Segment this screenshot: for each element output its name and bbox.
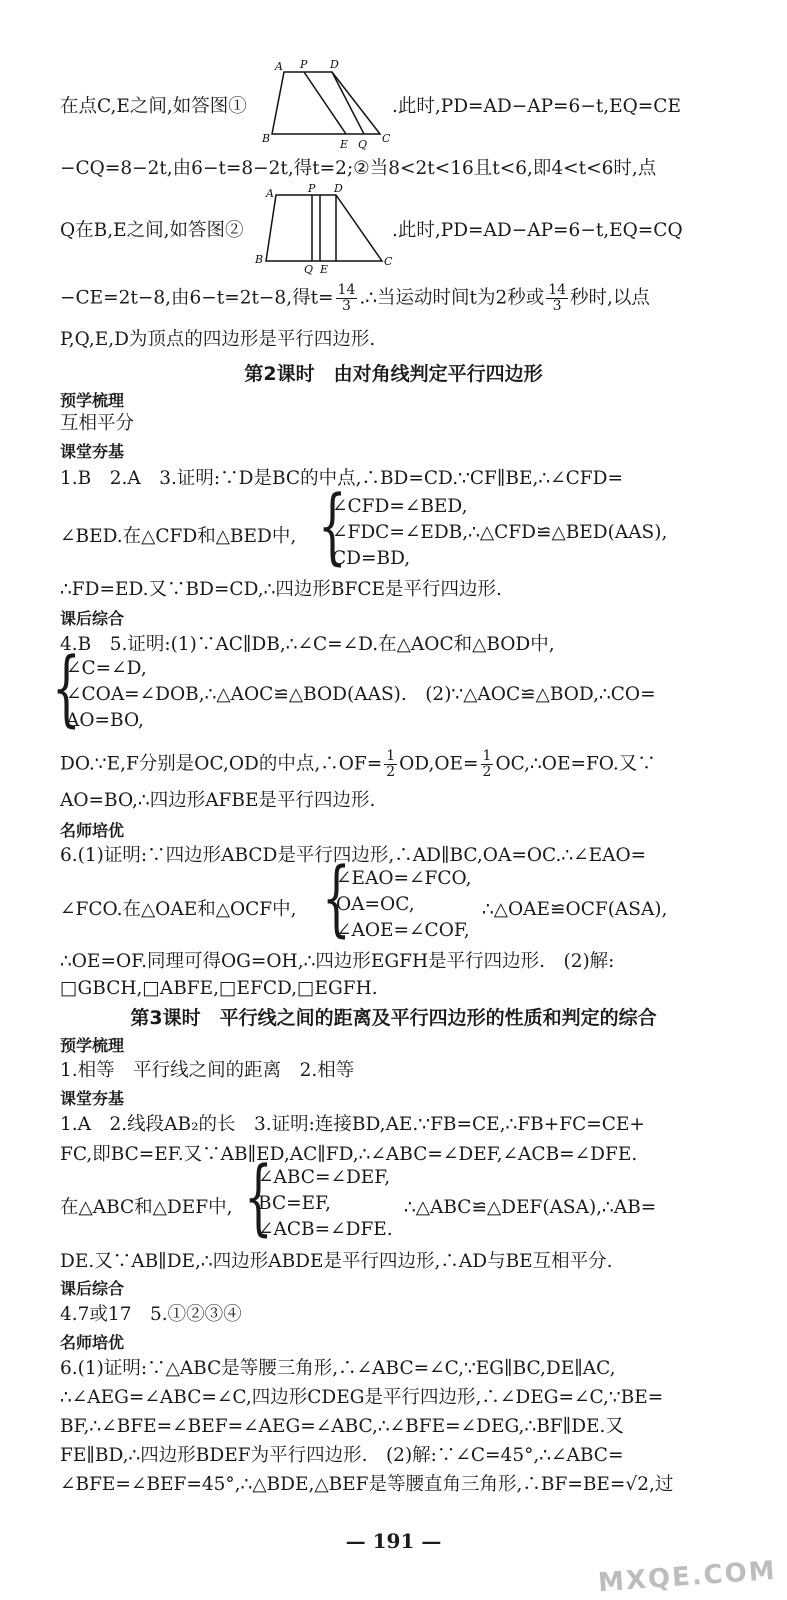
brace-icon: {	[322, 851, 351, 946]
section-heading: 课后综合	[60, 609, 125, 628]
text-line: ∴△ABC≌△DEF(ASA),∴AB=	[404, 1197, 657, 1218]
text-run: .此时,PD=AD−AP=6−t,EQ=CE	[392, 96, 681, 117]
text-line: 互相平分	[60, 413, 135, 434]
text-run: 在点C,E之间,如答图①	[60, 96, 247, 117]
text-line: ∠FCO.在△OAE和△OCF中,	[60, 899, 297, 920]
text-run: OD,OE=	[399, 753, 479, 775]
text-run: 秒时,以点	[570, 287, 650, 309]
brace-line: ∠COA=∠DOB,∴△AOC≌△BOD(AAS). (2)∵△AOC≌△BOD,∴CO=	[66, 684, 656, 705]
label-C: C	[384, 255, 393, 268]
section-heading: 名师培优	[60, 1333, 125, 1352]
brace-line: ∠CFD=∠BED,	[332, 496, 468, 517]
figure-2	[254, 183, 394, 275]
text-line: FC,即BC=EF.又∵AB∥ED,AC∥FD,∴∠ABC=∠DEF,∠ACB=∠DFE.	[60, 1144, 638, 1165]
brace-line: CD=BD,	[332, 548, 411, 569]
fraction-14-3: $\frac{14}{3}$	[548, 282, 567, 314]
figure-1	[262, 58, 394, 150]
text-run: OC,∴OE=FO.又∵	[495, 753, 656, 775]
text-run: .∴当运动时间t为2秒或	[359, 287, 545, 309]
text-line	[60, 749, 720, 780]
brace-line: AO=BO,	[66, 710, 144, 731]
brace-line: ∠C=∠D,	[66, 658, 147, 679]
text-run: Q在B,E之间,如答图②	[60, 220, 244, 241]
text-line	[60, 283, 720, 314]
text-line: 4.7或17 5.①②③④	[60, 1304, 242, 1325]
label-Q: Q	[358, 138, 368, 150]
text-line: 1.相等 平行线之间的距离 2.相等	[60, 1060, 355, 1081]
text-line: ∴∠AEG=∠ABC=∠C,四边形CDEG是平行四边形,∴∠DEG=∠C,∵BE=	[60, 1387, 664, 1408]
brace-group	[322, 851, 472, 946]
text-line: 1.B 2.A 3.证明:∵D是BC的中点,∴BD=CD.∵CF∥BE,∴∠CFD=	[60, 468, 623, 489]
text-run: −CQ=8−2t,由6−t=8−2t,得t=2;②当8<2t<16且t<6,即4<t<6时,点	[60, 158, 657, 179]
brace-line: ∠ACB=∠DFE.	[258, 1219, 393, 1240]
label-P: P	[300, 58, 308, 71]
text-line	[392, 219, 722, 243]
text-line: BF,∴∠BFE=∠BEF=∠AEG=∠ABC,∴∠BFE=∠DEG,∴BF∥DE.又	[60, 1416, 624, 1437]
label-C: C	[382, 132, 391, 145]
text-run: .此时,PD=AD−AP=6−t,EQ=CQ	[392, 220, 683, 241]
page-number: — 191 —	[345, 1529, 442, 1553]
text-line: AO=BO,∴四边形AFBE是平行四边形.	[60, 790, 376, 811]
section-heading: 课堂夯基	[60, 1089, 125, 1108]
text-line	[60, 328, 720, 352]
label-A: A	[266, 187, 274, 200]
brace-group	[318, 479, 668, 574]
text-line: ∠BFE=∠BEF=45°,∴△BDE,△BEF是等腰直角三角形,∴BF=BE=√2,过	[60, 1474, 674, 1495]
brace-line: ∠FDC=∠EDB,∴△CFD≌△BED(AAS),	[332, 522, 668, 543]
section-heading: 预学梳理	[60, 1036, 125, 1055]
text-line	[60, 157, 720, 181]
text-line: ∠BED.在△CFD和△BED中,	[60, 526, 297, 547]
text-line: DE.又∵AB∥DE,∴四边形ABDE是平行四边形,∴AD与BE互相平分.	[60, 1251, 613, 1272]
brace-line: ∠ABC=∠DEF,	[258, 1167, 391, 1188]
label-E: E	[340, 138, 349, 150]
text-line: FE∥BD,∴四边形BDEF为平行四边形. (2)解:∵∠C=45°,∴∠ABC=	[60, 1445, 624, 1466]
fraction-1-2: $\frac{1}{2}$	[386, 748, 396, 780]
fraction-14-3: $\frac{14}{3}$	[337, 282, 356, 314]
brace-line: BC=EF,	[258, 1193, 331, 1214]
text-run: DO.∵E,F分别是OC,OD的中点,∴OF=	[60, 753, 383, 775]
text-line: ∴△OAE≌OCF(ASA),	[482, 899, 668, 920]
brace-line: OA=OC,	[336, 894, 415, 915]
label-A: A	[275, 60, 283, 73]
brace-icon: {	[52, 641, 81, 736]
label-E: E	[320, 263, 329, 275]
brace-line: ∠EAO=∠FCO,	[336, 868, 472, 889]
text-line: 6.(1)证明:∵四边形ABCD是平行四边形,∴AD∥BC,OA=OC.∴∠EAO=	[60, 845, 647, 866]
text-run: −CE=2t−8,由6−t=2t−8,得t=	[60, 287, 334, 309]
watermark: MXQE.COM	[597, 1555, 778, 1599]
label-P: P	[308, 183, 316, 195]
text-line: 6.(1)证明:∵△ABC是等腰三角形,∴∠ABC=∠C,∵EG∥BC,DE∥AC,	[60, 1358, 616, 1379]
section-heading: 名师培优	[60, 821, 125, 840]
section-heading: 课堂夯基	[60, 442, 125, 461]
section-heading: 课后综合	[60, 1279, 125, 1298]
lesson-title: 第2课时 由对角线判定平行四边形	[244, 363, 543, 385]
text-line: 1.A 2.线段AB₂的长 3.证明:连接BD,AE.∵FB=CE,∴FB+FC=CE+	[60, 1114, 645, 1135]
label-D: D	[330, 58, 339, 71]
label-Q: Q	[304, 263, 314, 275]
text-line: 4.B 5.证明:(1)∵AC∥DB,∴∠C=∠D.在△AOC和△BOD中,	[60, 634, 555, 655]
brace-icon: {	[318, 479, 347, 574]
text-line: ∴FD=ED.又∵BD=CD,∴四边形BFCE是平行四边形.	[60, 579, 502, 600]
label-B: B	[255, 253, 264, 266]
text-line: □GBCH,□ABFE,□EFCD,□EGFH.	[60, 978, 378, 999]
text-line	[392, 95, 722, 119]
text-run: P,Q,E,D为顶点的四边形是平行四边形.	[60, 329, 376, 350]
text-line: 在△ABC和△DEF中,	[60, 1197, 233, 1218]
brace-line: ∠AOE=∠COF,	[336, 920, 470, 941]
text-line: ∴OE=OF.同理可得OG=OH,∴四边形EGFH是平行四边形. (2)解:	[60, 951, 615, 972]
lesson-title: 第3课时 平行线之间的距离及平行四边形的性质和判定的综合	[130, 1007, 657, 1029]
label-B: B	[262, 132, 271, 145]
section-heading: 预学梳理	[60, 391, 125, 410]
fraction-1-2: $\frac{1}{2}$	[482, 748, 492, 780]
brace-icon: {	[244, 1150, 273, 1245]
label-D: D	[334, 183, 343, 195]
brace-group	[244, 1150, 393, 1245]
